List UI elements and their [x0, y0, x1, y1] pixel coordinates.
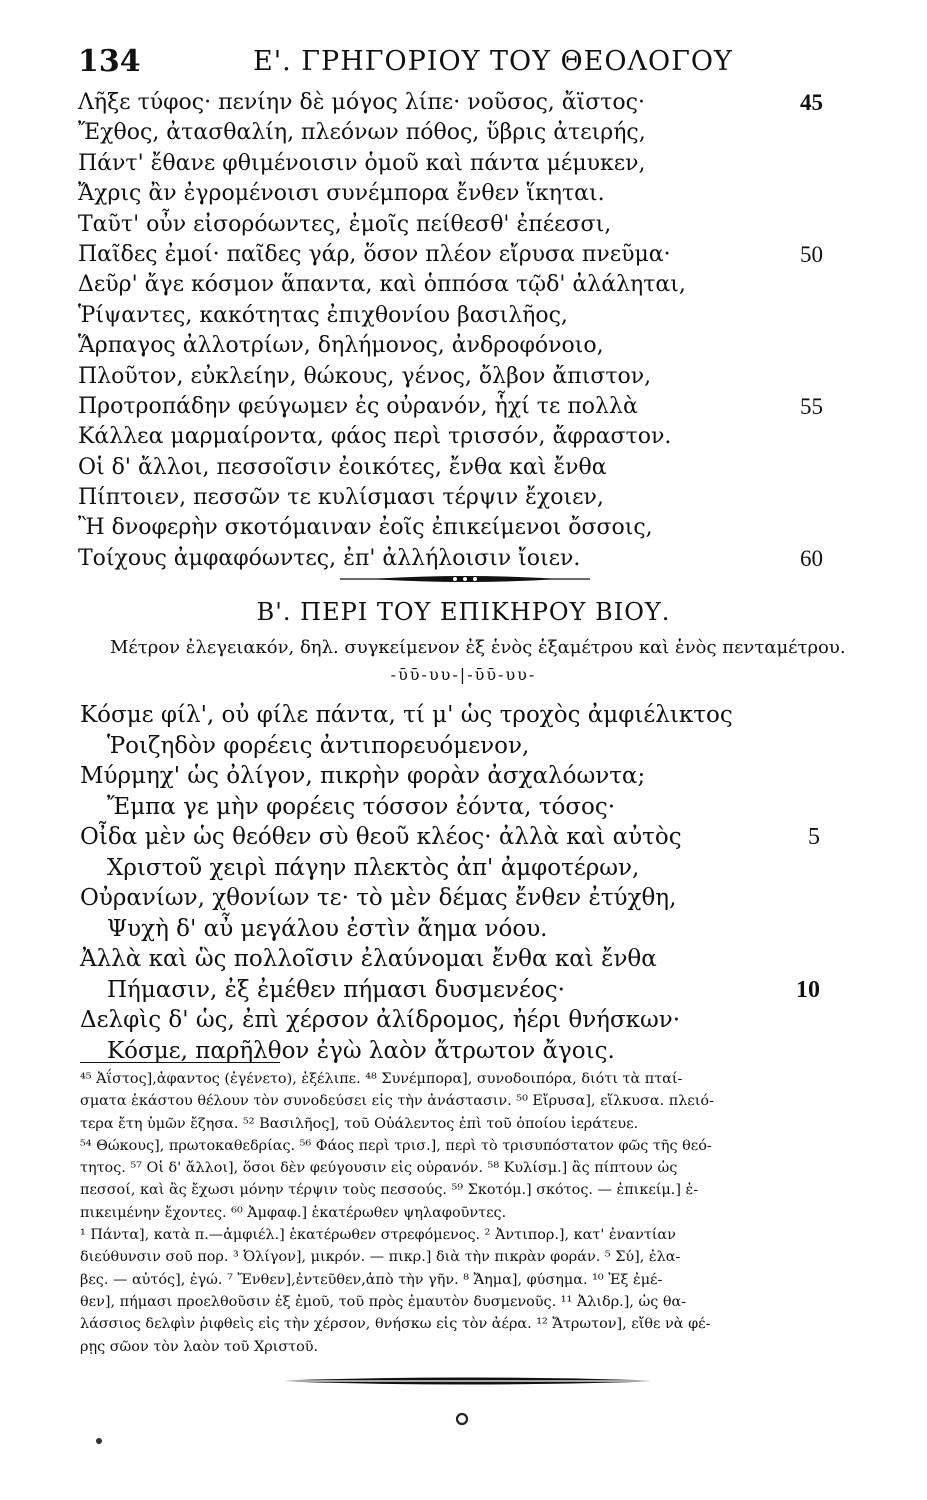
verse-text: Ῥίψαντες, κακότητας ἐπιχθονίου βασιλῆος, [78, 302, 568, 328]
end-ornament [268, 1374, 668, 1388]
verse-text: Λῆξε τύφος· πενίην δὲ μόγος λίπε· νοῦσος, ἄϊστος· [78, 90, 645, 115]
verse-text: Δεῦρ' ἄγε κόσμον ἅπαντα, καὶ ὁππόσα τῷδ' ἀλάληται, [78, 272, 686, 298]
verse-text: Ἔχθος, ἀτασθαλίη, πλεόνων πόθος, ὕβρις ἀτειρής, [78, 120, 646, 146]
footnote-line: σματα ἑκάστου θέλουν τὸν συνοδεύσει εἰς τὴν ἀνάστασιν. ⁵⁰ Εἴρυσα], εἵλκυσα. πλειό- [80, 1093, 714, 1110]
verse-text: Πίπτοιεν, πεσσῶν τε κυλίσμασι τέρψιν ἔχοιεν, [78, 485, 604, 511]
verse-text: Ἔμπα γε μὴν φορέεις τόσσον ἐόντα, τόσος· [107, 793, 616, 820]
verse-line [78, 483, 823, 513]
verse-text: Δελφὶς δ' ὡς, ἐπὶ χέρσον ἀλίδρομος, ἠέρι θνήσκων· [80, 1007, 681, 1033]
verse-text: Κόσμε φίλ', οὐ φίλε πάντα, τί μ' ὡς τροχὸς ἀμφιέλικτος [80, 702, 733, 728]
verse-block-poem [80, 700, 820, 1066]
footnote-line: ρῃς σῶον τὸν λαὸν τοῦ Χριστοῦ. [80, 1338, 319, 1355]
verse-line [80, 944, 820, 975]
page-header [78, 44, 819, 84]
verse-line [80, 914, 820, 945]
line-number: 55 [800, 393, 823, 419]
verse-line [80, 731, 820, 762]
line-number: 10 [796, 976, 820, 1003]
verse-text: Ἅρπαγος ἀλλοτρίων, δηλήμονος, ἀνδροφόνοιο, [78, 333, 604, 359]
line-number: 45 [800, 90, 823, 115]
line-number: 60 [800, 545, 823, 571]
footnote-line: τερα ἔτη ὑμῶν ἔζησα. ⁵² Βασιλῆος], τοῦ Οὐάλεντος ἐπὶ τοῦ ὁποίου ἱεράτευε. [80, 1115, 639, 1132]
verse-text: Ῥοιζηδὸν φορέεις ἀντιπορευόμενον, [107, 732, 530, 759]
verse-line [78, 544, 823, 574]
verse-text: Ἀλλὰ καὶ ὣς πολλοῖσιν ἐλαύνομαι ἔνθα καὶ ἔνθα [80, 946, 657, 972]
verse-line [78, 392, 823, 422]
section-title: Β'. ΠΕΡΙ ΤΟΥ ΕΠΙΚΗΡΟΥ ΒΙΟΥ. [256, 598, 671, 626]
footnote-line: ⁵⁴ Θώκους], πρωτοκαθεδρίας. ⁵⁶ Φάος περὶ τρισ.], περὶ τὸ τρισυπόστατον φῶς τῆς θεό- [80, 1137, 712, 1154]
verse-line [80, 792, 820, 823]
verse-text: Πάντ' ἔθανε φθιμένοισιν ὁμοῦ καὶ πάντα μέμυκεν, [78, 150, 646, 176]
verse-text: Προτροπάδην φεύγωμεν ἐς οὐρανόν, ἧχί τε πολλὰ [78, 393, 638, 419]
verse-text: Κάλλεα μαρμαίροντα, φάος περὶ τρισσόν, ἄφραστον. [78, 424, 672, 450]
verse-line [78, 118, 823, 148]
verse-text: Πλοῦτον, εὐκλείην, θώκους, γένος, ὄλβον ἄπιστον, [78, 363, 652, 389]
footnote-line: ¹ Πάντα], κατὰ π.—ἀμφιέλ.] ἑκατέρωθεν στρεφόμενος. ² Ἀντιπορ.], κατ' ἐναντίαν [80, 1227, 676, 1244]
verse-text: Πήμασιν, ἐξ ἐμέθεν πήμασι δυσμενέος· [107, 976, 565, 1003]
footnotes [80, 1068, 822, 1358]
verse-text: Ταῦτ' οὖν εἰσορόωντες, ἐμοῖς πείθεσθ' ἐπέεσσι, [78, 211, 612, 237]
section-divider-ornament [330, 574, 600, 584]
verse-line [78, 453, 823, 483]
footnote-line: πικειμένην ἔχοντες. ⁶⁰ Ἀμφαφ.] ἑκατέρωθεν ψηλαφοῦντες. [80, 1204, 507, 1221]
verse-line [78, 513, 823, 543]
verse-line [78, 362, 823, 392]
verse-block-previous-poem [78, 88, 823, 574]
verse-line [78, 422, 823, 452]
footnote-line: θεν], πήμασι προελθοῦσιν ἐξ ἐμοῦ, τοῦ πρὸς ἐμαυτὸν δυσμενοῦς. ¹¹ Ἀλιδρ.], ὡς θα- [80, 1293, 687, 1310]
verse-line [78, 301, 823, 331]
verse-line [80, 883, 820, 914]
verse-text: Παῖδες ἐμοί· παῖδες γάρ, ὅσον πλέον εἴρυσα πνεῦμα· [78, 241, 671, 267]
footnote-line: τητος. ⁵⁷ Οἱ δ' ἄλλοι], ὅσοι δὲν φεύγουσιν εἰς οὐρανόν. ⁵⁸ Κυλίσμ.] ἂς πίπτουν ὡς [80, 1160, 678, 1177]
meter-description: Μέτρον ἐλεγειακόν, δηλ. συγκείμενον ἐξ ἑνὸς ἑξαμέτρου καὶ ἑνὸς πενταμέτρου. [110, 637, 846, 658]
footnote-line: ⁴⁵ Ἀΐστος],ἀφαντος (ἐγένετο), ἐξέλιπε. ⁴⁸ Συνέμπορα], συνοδοιπόρα, διότι τὰ πταί- [80, 1071, 683, 1087]
verse-line [78, 240, 823, 270]
footnote-line: λάσσιος δελφὶν ῥιφθεὶς εἰς τὴν χέρσον, θνήσκω εἰς τὸν ἀέρα. ¹² Ἄτρωτον], εἴθε νὰ φέ- [80, 1316, 711, 1333]
verse-line [80, 822, 820, 853]
footnote-line: διεύθυνσιν σοῦ πορ. ³ Ὀλίγον], μικρόν. — πικρ.] διὰ τὴν πικρὰν φοράν. ⁵ Σύ], ἐλα- [80, 1249, 681, 1266]
verse-text: Τοίχους ἀμφαφόωντες, ἐπ' ἀλλήλοισιν ἴοιεν. [78, 545, 581, 571]
verse-line [78, 88, 823, 118]
verse-line [78, 270, 823, 300]
verse-text: Κόσμε, παρῆλθον ἐγὼ λαὸν ἄτρωτον ἄγοις. [107, 1037, 615, 1064]
verse-text: Οὐρανίων, χθονίων τε· τὸ μὲν δέμας ἔνθεν ἐτύχθη, [80, 885, 677, 911]
footnote-line: βες. — αὐτός], ἐγώ. ⁷ Ἔνθεν],ἐντεῦθεν,ἀπὸ τὴν γῆν. ⁸ Ἄημα], φύσημα. ¹⁰ Ἐξ ἐμέ- [80, 1271, 663, 1288]
verse-text: Χριστοῦ χειρὶ πάγην πλεκτὸς ἀπ' ἀμφοτέρων, [107, 854, 640, 881]
verse-text: Μύρμηχ' ὡς ὀλίγον, πικρὴν φορὰν ἀσχαλόωντα; [80, 763, 646, 789]
line-number: 5 [808, 824, 820, 850]
verse-line [80, 761, 820, 792]
page-number: 134 [78, 44, 141, 79]
verse-line [80, 1005, 820, 1036]
footnote-line: πεσσοί, καὶ ἂς ἔχωσι μόνην τέρψιν τοὺς πεσσούς. ⁵⁹ Σκοτόμ.] σκότος. — ἐπικείμ.] ἐ- [80, 1182, 699, 1199]
verse-line [78, 331, 823, 361]
ornament-dot [455, 1412, 469, 1426]
footnote-rule [80, 1062, 280, 1063]
verse-line [80, 975, 820, 1006]
line-number: 50 [800, 241, 823, 267]
verse-text: Οἱ δ' ἄλλοι, πεσσοῖσιν ἐοικότες, ἔνθα καὶ ἔνθα [78, 454, 607, 480]
stray-mark [96, 1438, 102, 1444]
verse-line [80, 853, 820, 884]
verse-line [78, 179, 823, 209]
verse-text: Ἄχρις ἂν ἐγρομένοισι συνέμπορα ἔνθεν ἵκηται. [78, 181, 605, 207]
meter-scheme: -ῡῡ-υυ-|-ῡῡ-υυ- [390, 665, 537, 684]
verse-text: Οἶδα μὲν ὡς θεόθεν σὺ θεοῦ κλέος· ἀλλὰ καὶ αὐτὸς [80, 824, 682, 850]
running-title: Ε'. ΓΡΗΓΟΡΙΟΥ ΤΟΥ ΘΕΟΛΟΓΟΥ [253, 46, 733, 77]
verse-text: Ἢ δνοφερὴν σκοτόμαιναν ἐοῖς ἐπικείμενοι ὄσσοις, [78, 515, 653, 541]
verse-line [78, 210, 823, 240]
verse-line [80, 700, 820, 731]
verse-line [78, 149, 823, 179]
verse-text: Ψυχὴ δ' αὖ μεγάλου ἐστὶν ἄημα νόου. [107, 915, 548, 942]
